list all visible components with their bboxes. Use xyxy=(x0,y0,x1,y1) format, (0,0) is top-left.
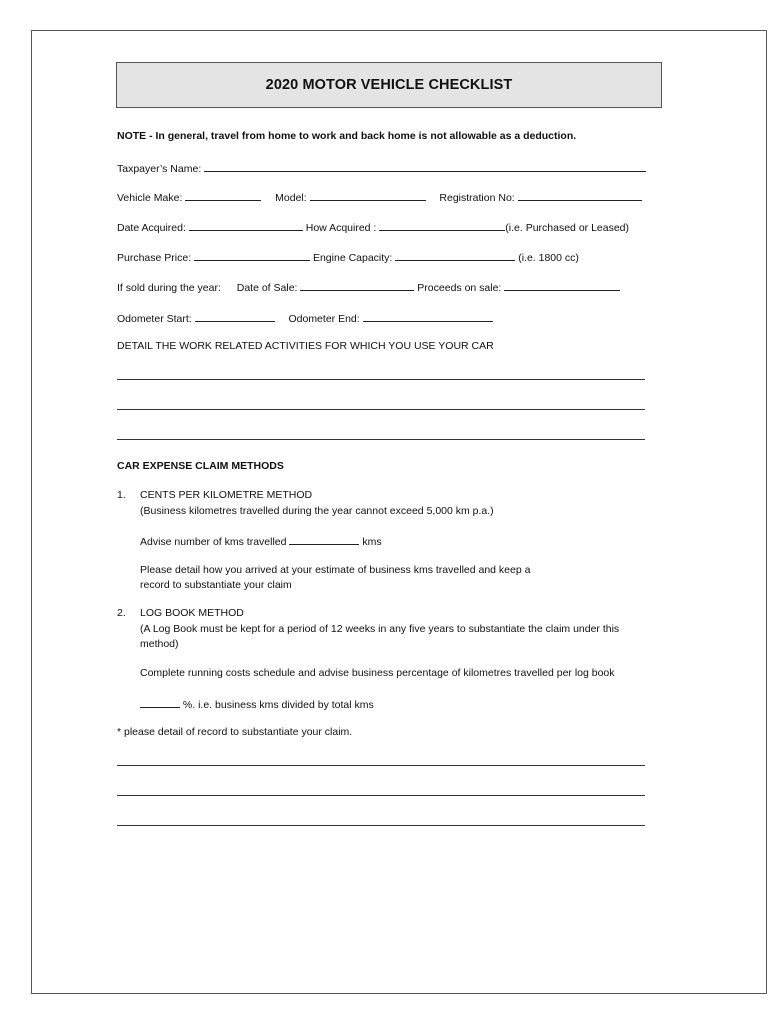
odometer-row xyxy=(117,311,493,325)
model-label: Model: xyxy=(275,192,307,204)
method1-subtitle: (Business kilometres travelled during the year cannot exceed 5,000 km p.a.) xyxy=(140,505,494,517)
date-acquired-label: Date Acquired: xyxy=(117,222,186,234)
purchase-price-row xyxy=(117,250,579,264)
odometer-start-label: Odometer Start: xyxy=(117,313,192,325)
engine-capacity-field[interactable] xyxy=(395,250,515,261)
purchase-price-label: Purchase Price: xyxy=(117,252,192,264)
method1-number: 1. xyxy=(117,489,126,501)
vehicle-make-field[interactable] xyxy=(185,190,261,201)
proceeds-label: Proceeds on sale: xyxy=(417,282,502,294)
page-title: 2020 MOTOR VEHICLE CHECKLIST xyxy=(265,77,513,93)
method2-sub-line1: (A Log Book must be kept for a period of 12 weeks in any five years to substantiate the claim under this xyxy=(140,623,620,635)
detail-line-2[interactable] xyxy=(117,409,645,410)
purchase-price-field[interactable] xyxy=(194,250,310,261)
proceeds-field[interactable] xyxy=(504,280,620,291)
date-acquired-field[interactable] xyxy=(189,220,303,231)
record-line-2[interactable] xyxy=(117,795,645,796)
if-sold-label: If sold during the year: xyxy=(117,282,221,294)
how-acquired-label: How Acquired : xyxy=(305,222,377,234)
how-acquired-hint: (i.e. Purchased or Leased) xyxy=(505,222,630,234)
detail-line-3[interactable] xyxy=(117,439,645,440)
kms-row xyxy=(140,534,382,548)
date-of-sale-field[interactable] xyxy=(300,280,414,291)
method1-title: CENTS PER KILOMETRE METHOD xyxy=(140,489,313,501)
record-line-1[interactable] xyxy=(117,765,645,766)
date-of-sale-label: Date of Sale: xyxy=(236,282,298,294)
vehicle-row xyxy=(117,190,642,204)
percent-field[interactable] xyxy=(140,697,180,708)
percent-suffix: %. i.e. business kms divided by total kms xyxy=(182,699,374,711)
odometer-start-field[interactable] xyxy=(195,311,275,322)
record-line-3[interactable] xyxy=(117,825,645,826)
how-acquired-field[interactable] xyxy=(379,220,505,231)
percent-row xyxy=(140,697,374,711)
registration-field[interactable] xyxy=(518,190,642,201)
note-text: NOTE - In general, travel from home to work and back home is not allowable as a deduction. xyxy=(117,130,577,142)
method2-title: LOG BOOK METHOD xyxy=(140,607,244,619)
date-acquired-row xyxy=(117,220,629,234)
engine-capacity-label: Engine Capacity: xyxy=(312,252,393,264)
taxpayer-name-row xyxy=(117,161,646,175)
taxpayer-name-field[interactable] xyxy=(204,161,646,172)
detail-line-1[interactable] xyxy=(117,379,645,380)
method2-complete: Complete running costs schedule and advise business percentage of kilometres travelled per log book xyxy=(140,667,615,679)
odometer-end-field[interactable] xyxy=(363,311,493,322)
method1-detail-line2: record to substantiate your claim xyxy=(140,579,292,591)
title-box xyxy=(116,62,662,108)
sale-row xyxy=(117,280,620,294)
registration-label: Registration No: xyxy=(439,192,515,204)
taxpayer-name-label: Taxpayer’s Name: xyxy=(117,163,202,175)
kms-field[interactable] xyxy=(289,534,359,545)
odometer-end-label: Odometer End: xyxy=(288,313,360,325)
kms-suffix: kms xyxy=(362,536,382,548)
method2-number: 2. xyxy=(117,607,126,619)
engine-hint: (i.e. 1800 cc) xyxy=(518,252,579,264)
method1-detail-line1: Please detail how you arrived at your estimate of business kms travelled and keep a xyxy=(140,564,531,576)
method2-sub-line2: method) xyxy=(140,638,179,650)
vehicle-make-label: Vehicle Make: xyxy=(117,192,183,204)
model-field[interactable] xyxy=(310,190,426,201)
kms-label: Advise number of kms travelled xyxy=(140,536,287,548)
footnote: * please detail of record to substantiate your claim. xyxy=(117,726,353,738)
methods-heading: CAR EXPENSE CLAIM METHODS xyxy=(117,460,284,472)
detail-heading: DETAIL THE WORK RELATED ACTIVITIES FOR WHICH YOU USE YOUR CAR xyxy=(117,340,494,352)
